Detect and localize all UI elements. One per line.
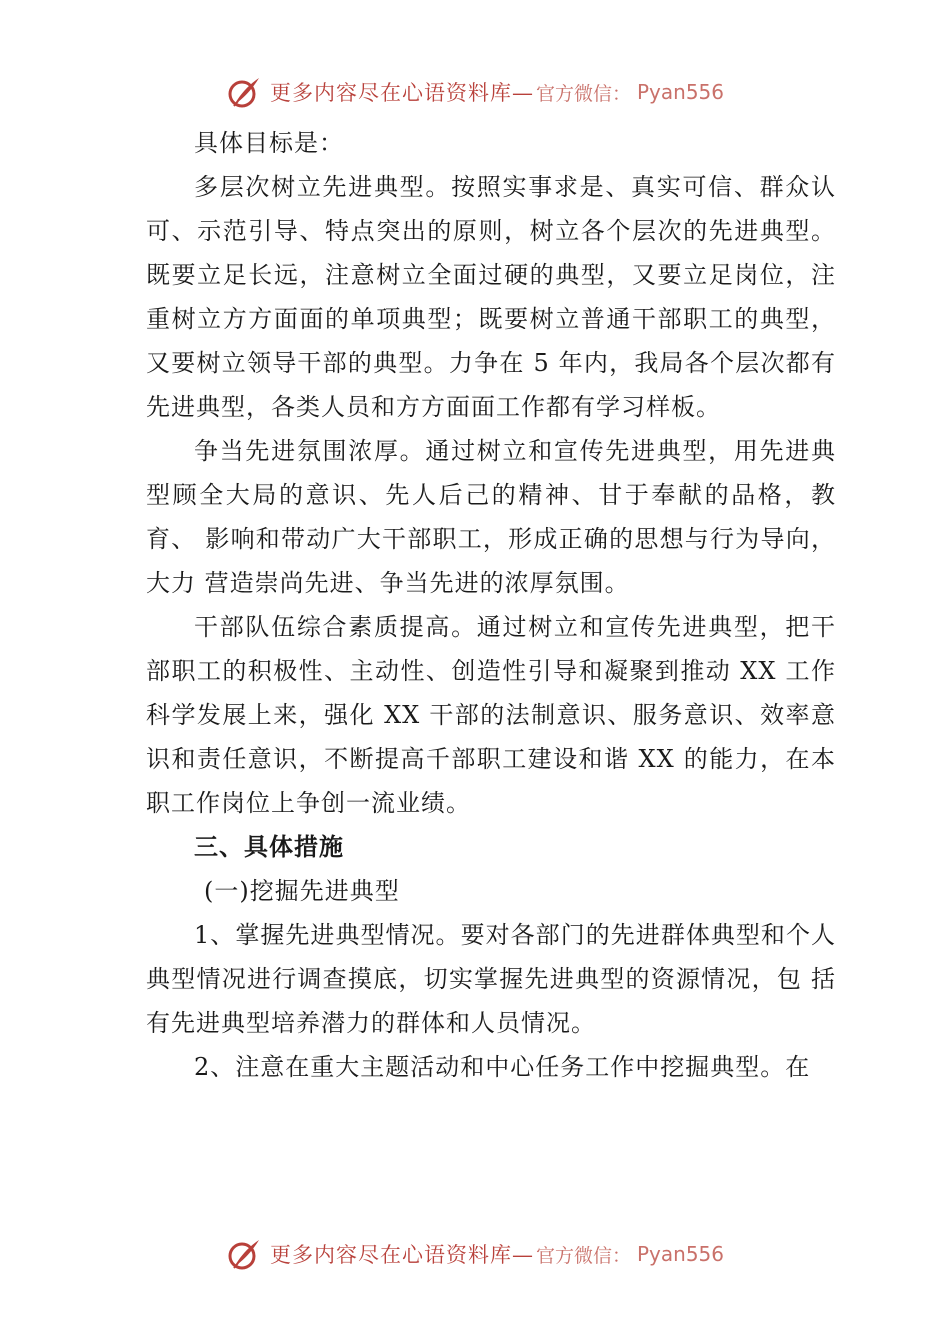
paragraph-goal-2: 争当先进氛围浓厚。通过树立和宣传先进典型，用先进典 型顾全大局的意识、先人后己的精神、甘于奉献的品格，教育、 影响和带动广大干部职工，形成正确的思想与行为导向，大力 营造崇尚先进、争当先进的浓厚氛围。	[146, 437, 836, 597]
paragraph-goal-3: 干部队伍综合素质提高。通过树立和宣传先进典型，把干 部职工的积极性、主动性、创造性引导和凝聚到推动 XX 工作科学发展上来，强化 XX 干部的法制意识、服务意识、效率意识和责任意识，不断提高千部职工建设和谐 XX 的能力，在本职工作岗位上争创一流业绩。	[146, 613, 836, 817]
footer-watermark	[0, 1232, 950, 1276]
feather-pen-logo-icon	[226, 74, 262, 110]
paragraph-goals-intro: 具体目标是：	[194, 129, 344, 157]
document-body	[146, 121, 836, 1089]
subsection-heading-1: (一)挖掘先进典型	[204, 877, 400, 905]
paragraph-goal-1: 多层次树立先进典型。按照实事求是、真实可信、群众认可、示范引导、特点突出的原则，树立各个层次的先进典型。 既要立足长远，注意树立全面过硬的典型，又要立足岗位，注重树立方方面面的单项典型；既要树立普通干部职工的典型， 又要树立领导干部的典型。力争在 5 年内，我局各个层次都有先进典型，各类人员和方方面面工作都有学习样板。	[146, 173, 836, 421]
paragraph-measure-2: 2、注意在重大主题活动和中心任务工作中挖掘典型。在	[194, 1053, 811, 1081]
feather-pen-logo-icon	[226, 1236, 262, 1272]
paragraph-measure-1: 1、掌握先进典型情况。要对各部门的先进群体典型和个人典型情况进行调查摸底，切实掌握先进典型的资源情况，包 括有先进典型培养潜力的群体和人员情况。	[146, 921, 836, 1037]
watermark-wechat-id: Pyan556	[637, 1242, 725, 1266]
section-heading-measures: 三、具体措施	[194, 832, 344, 861]
header-watermark	[0, 70, 950, 114]
watermark-wechat-id: Pyan556	[637, 80, 725, 104]
watermark-main-text: 更多内容尽在心语资料库—	[269, 81, 534, 105]
watermark-wechat-label: 官方微信：	[535, 82, 631, 105]
watermark-main-text: 更多内容尽在心语资料库—	[269, 1243, 534, 1267]
watermark-wechat-label: 官方微信：	[535, 1244, 631, 1267]
